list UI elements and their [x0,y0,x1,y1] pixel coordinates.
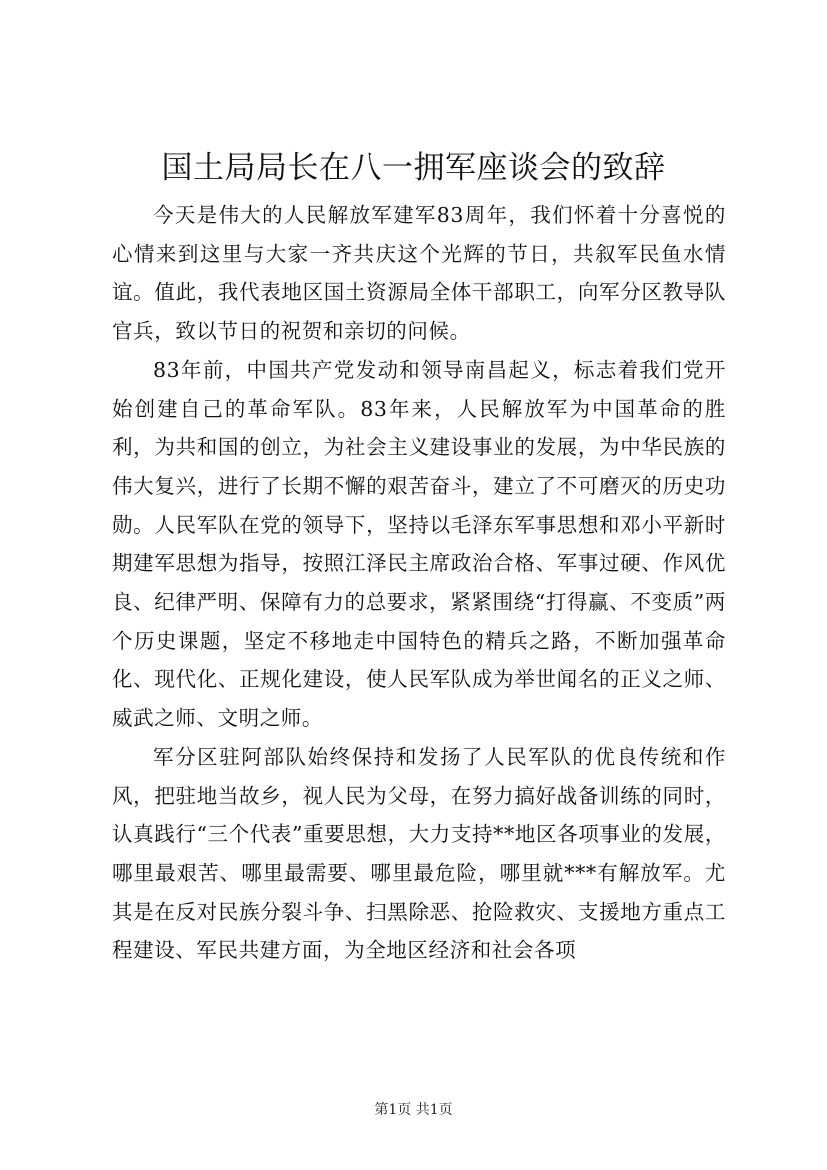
page-number: 第1页 共1页 [374,1102,453,1118]
page-footer [0,1100,827,1120]
paragraph-3: 军分区驻阿部队始终保持和发扬了人民军队的优良传统和作风，把驻地当故乡，视人民为父母，在努力搞好战备训练的同时，认真践行“三个代表”重要思想，大力支持**地区各项事业的发展，哪里最艰苦、哪里最需要、哪里最危险，哪里就***有解放军。尤其是在反对民族分裂斗争、扫黑除恶、抢险救灾、支援地方重点工程建设、军民共建方面，为全地区经济和社会各项 [112,744,726,963]
paragraph-1: 今天是伟大的人民解放军建军83周年，我们怀着十分喜悦的心情来到这里与大家一齐共庆这个光辉的节日，共叙军民鱼水情谊。值此，我代表地区国土资源局全体干部职工，向军分区教导队官兵，致以节日的祝贺和亲切的问候。 [112,203,726,344]
document-body [112,196,726,970]
document-title: 国土局局长在八一拥军座谈会的致辞 [161,150,666,186]
paragraph-2: 83年前，中国共产党发动和领导南昌起义，标志着我们党开始创建自己的革命军队。83年来，人民解放军为中国革命的胜利，为共和国的创立，为社会主义建设事业的发展，为中华民族的伟大复兴，进行了长期不懈的艰苦奋斗，建立了不可磨灭的历史功勋。人民军队在党的领导下，坚持以毛泽东军事思想和邓小平新时期建军思想为指导，按照江泽民主席政治合格、军事过硬、作风优良、纪律严明、保障有力的总要求，紧紧围绕“打得赢、不变质”两个历史课题，坚定不移地走中国特色的精兵之路，不断加强革命化、现代化、正规化建设，使人民军队成为举世闻名的正义之师、威武之师、文明之师。 [112,357,726,731]
